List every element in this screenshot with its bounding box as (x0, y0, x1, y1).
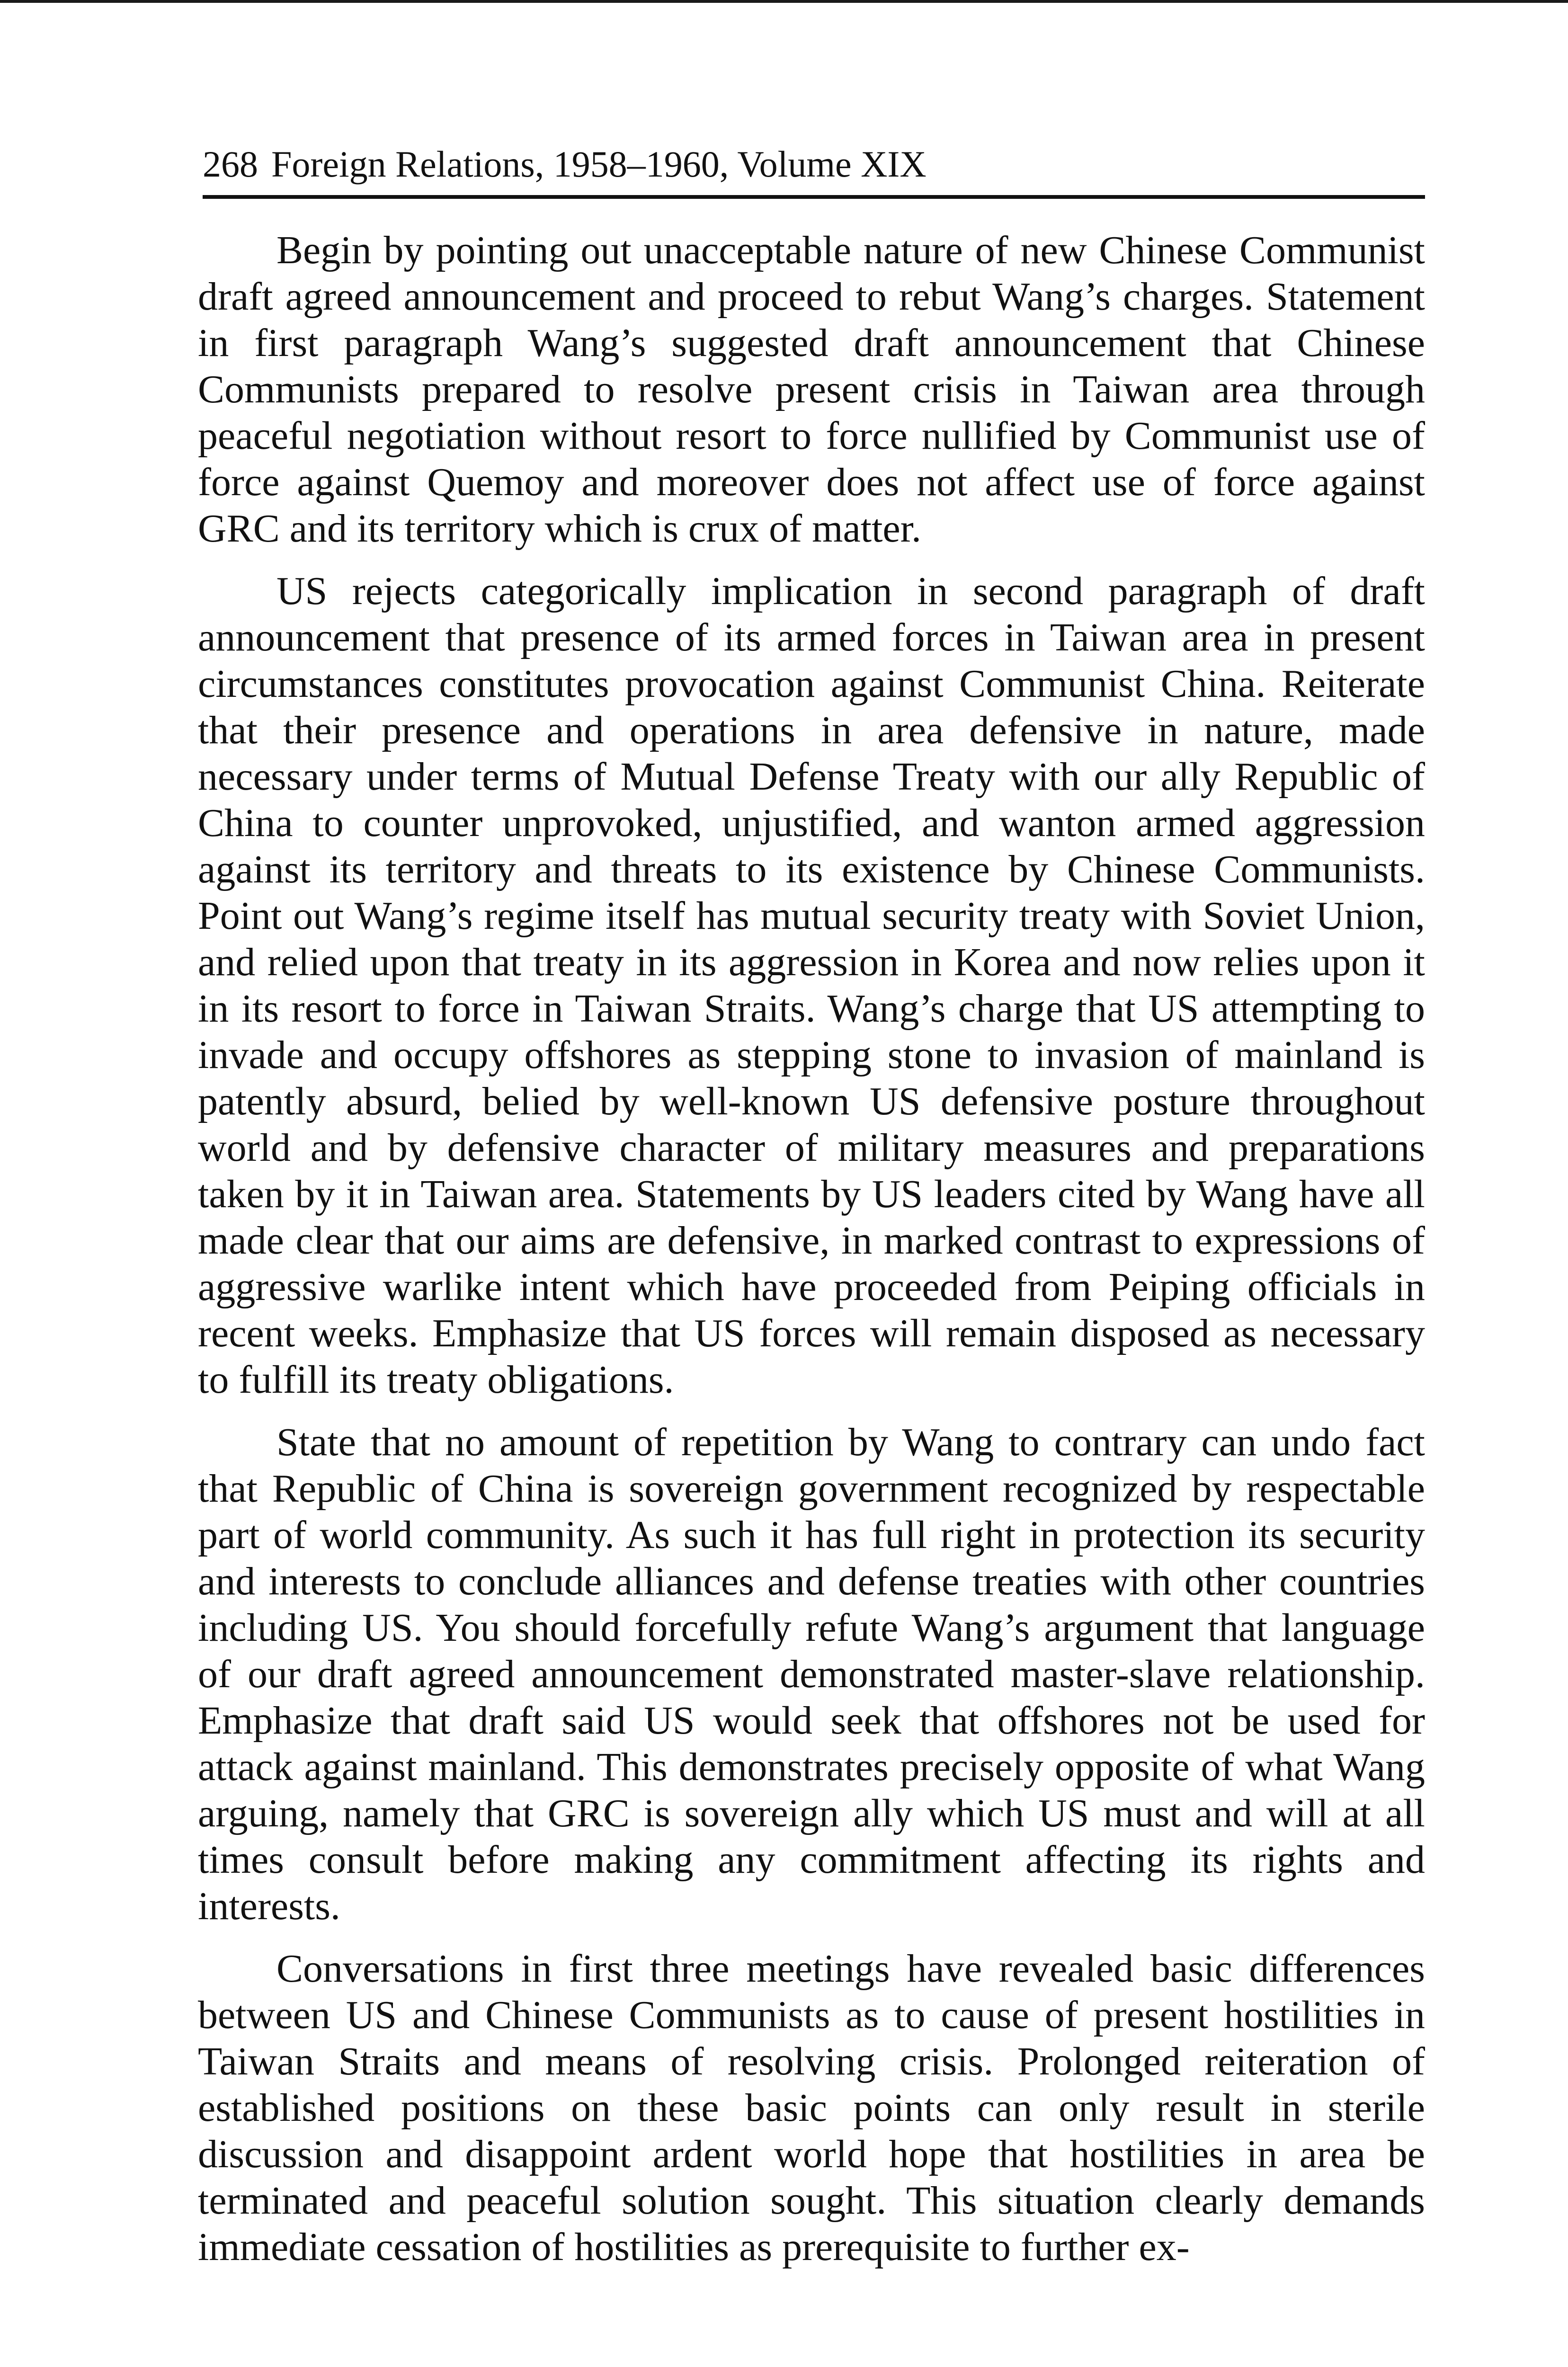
running-title: Foreign Relations, 1958–1960, Volume XIX (271, 143, 927, 185)
document-body (198, 227, 1425, 2287)
paragraph-1: Begin by pointing out unacceptable nature of new Chinese Communist draft agreed announcement and proceed to rebut Wang’s charges. Statement in first paragraph Wang’s suggested draft announcement that Chinese Communists prepared to resolve present crisis in Taiwan area through peaceful negotiation without resort to force nullified by Communist use of force against Quemoy and moreover does not affect use of force against GRC and its territory which is crux of matter. (198, 228, 1425, 551)
page-number: 268 (203, 143, 258, 185)
running-head (203, 138, 1425, 190)
top-edge-rule (0, 0, 1568, 3)
paragraph-4: Conversations in first three meetings have revealed basic differences between US and Chinese Communists as to cause of present hostilities in Taiwan Straits and means of resolving crisis. Prolonged reiteration of established positions on these basic points can only result in sterile discussion and disappoint ardent world hope that hostilities in area be terminated and peaceful solution sought. This situation clearly demands immediate cessation of hostilities as prerequisite to further ex- (198, 1947, 1425, 2269)
paragraph-3: State that no amount of repetition by Wang to contrary can undo fact that Republic of China is sovereign government recognized by respectable part of world community. As such it has full right in protection its security and interests to conclude alliances and defense treaties with other countries including US. You should forcefully refute Wang’s argument that language of our draft agreed announcement demonstrated master-slave relationship. Emphasize that draft said US would seek that offshores not be used for attack against mainland. This demonstrates precisely opposite of what Wang arguing, namely that GRC is sovereign ally which US must and will at all times consult before making any commitment affecting its rights and interests. (198, 1420, 1425, 1928)
paragraph-2: US rejects categorically implication in second paragraph of draft announcement that presence of its armed forces in Taiwan area in present circumstances constitutes provocation against Communist China. Reiterate that their presence and operations in area defensive in nature, made necessary under terms of Mutual Defense Treaty with our ally Republic of China to counter unprovoked, unjustified, and wanton armed aggression against its territory and threats to its existence by Chinese Communists. Point out Wang’s regime itself has mutual security treaty with Soviet Union, and relied upon that treaty in its aggression in Korea and now relies upon it in its resort to force in Taiwan Straits. Wang’s charge that US attempting to invade and occupy offshores as stepping stone to invasion of mainland is patently absurd, belied by well-known US defensive posture throughout world and by defensive character of military measures and preparations taken by it in Taiwan area. Statements by US leaders cited by Wang have all made clear that our aims are defensive, in marked contrast to expressions of aggressive warlike intent which have proceeded from Peiping officials in recent weeks. Emphasize that US forces will remain disposed as necessary to fulfill its treaty obligations. (198, 569, 1425, 1402)
header-rule (203, 195, 1425, 199)
